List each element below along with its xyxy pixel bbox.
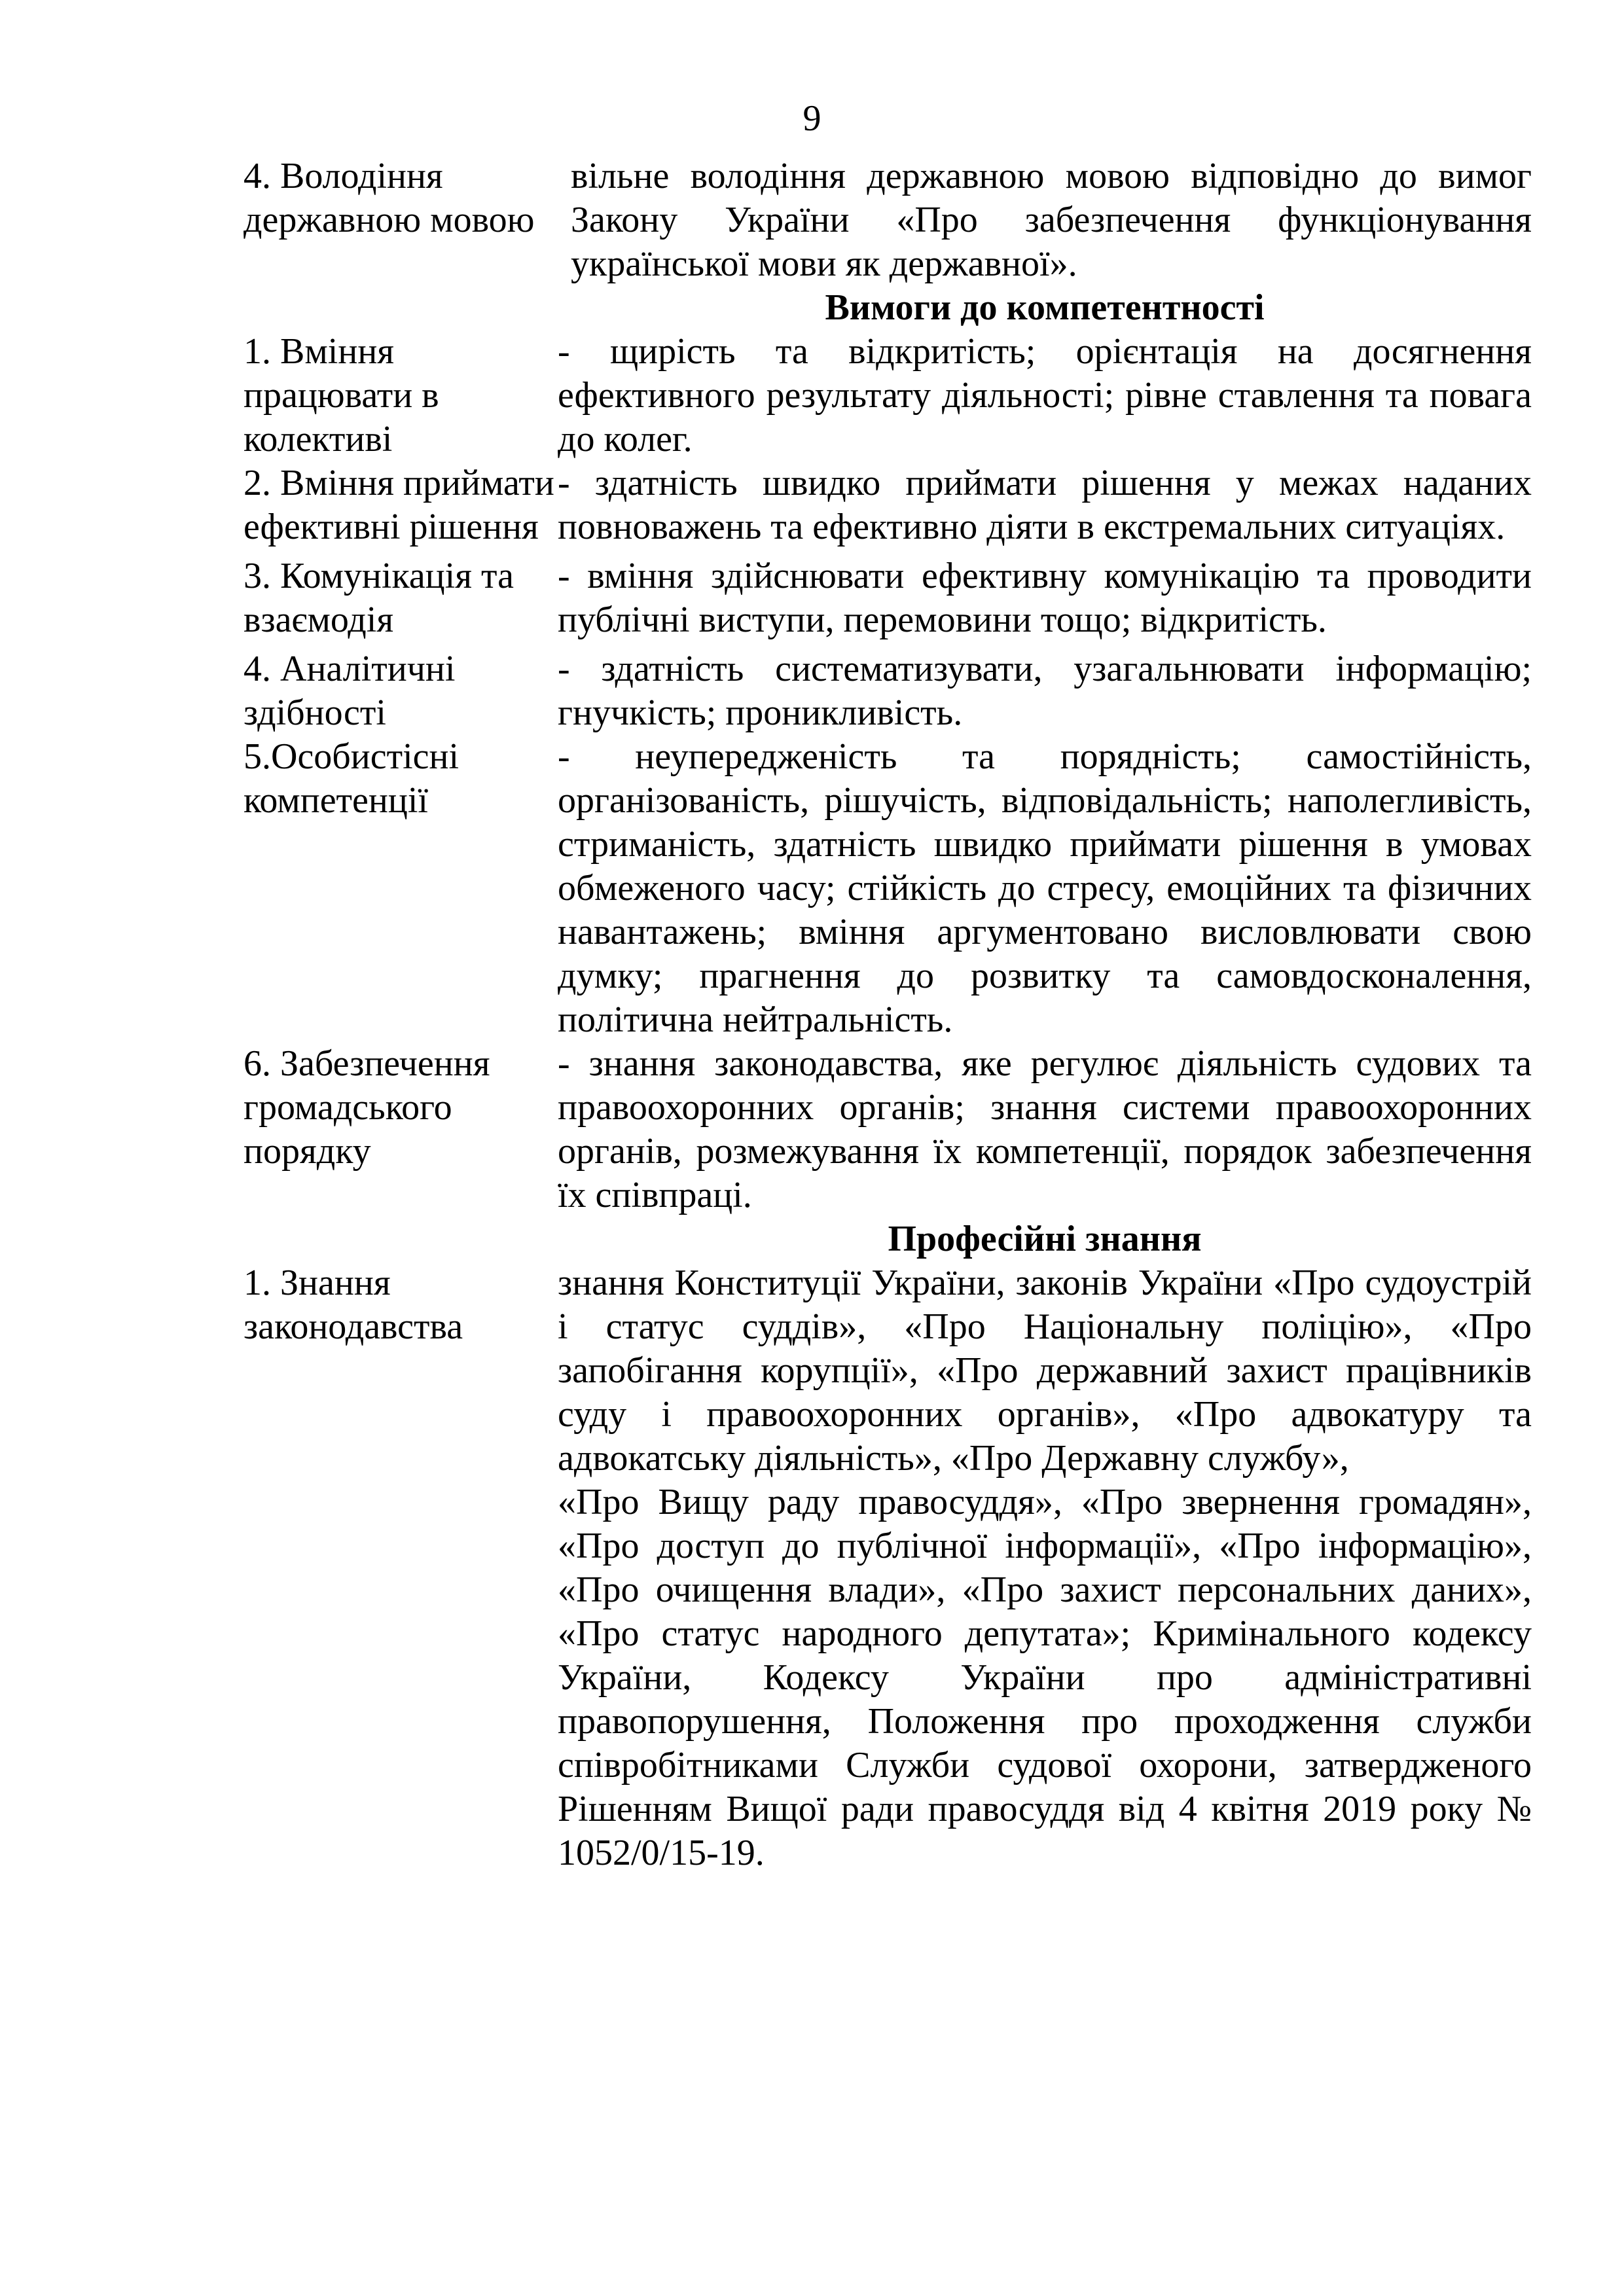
requirement-row-language bbox=[244, 154, 1532, 286]
competence-text: - неупередженість та порядність; самостійність, організованість, рішучість, відповідальність; наполегливість, стриманість, здатність швидко приймати рішення в умовах обмеженого часу; стійкість до стресу, емоційних та фізичних навантажень; вміння аргументовано висловлювати свою думку; прагнення до розвитку та самовдосконалення, політична нейтральність. bbox=[558, 736, 1532, 1040]
competence-label: 5.Особистісні компетенції bbox=[244, 736, 460, 821]
knowledge-paragraph: знання Конституції України, законів України «Про судоустрій і статус суддів», «Про Національну поліцію», «Про запобігання корупції», «Про державний захист працівників суду і правоохоронних органів», «Про адвокатуру та адвокатську діяльність», «Про Державну службу», bbox=[558, 1263, 1532, 1479]
knowledge-paragraph: «Про Вищу раду правосуддя», «Про звернення громадян», «Про доступ до публічної інформації», «Про інформацію», «Про очищення влади», «Про захист персональних даних», «Про статус народного депутата»; Кримінального кодексу України, Кодексу України про адміністративні правопорушення, Положення про проходження служби співробітниками Служби судової охорони, затвердженого Рішенням Вищої ради правосуддя від 4 квітня 2019 року № 1052/0/15-19. bbox=[558, 1482, 1532, 1873]
competence-text: - знання законодавства, яке регулює діяльність судових та правоохоронних органів; знання системи правоохоронних органів, розмежування їх компетенції, порядок забезпечення їх співпраці. bbox=[558, 1043, 1532, 1215]
competence-row bbox=[244, 554, 1532, 642]
section-heading-knowledge: Професійні знання bbox=[888, 1219, 1202, 1259]
competence-label: 4. Аналітичні здібності bbox=[244, 649, 456, 733]
knowledge-text bbox=[558, 1261, 1532, 1875]
competence-text: - вміння здійснювати ефективну комунікацію та проводити публічні виступи, перемовини тощо; відкритість. bbox=[558, 556, 1532, 640]
competence-row bbox=[244, 735, 1532, 1042]
competence-label: 1. Вміння працювати в колективі bbox=[244, 331, 439, 459]
competence-label: 6. Забезпечення громадського порядку bbox=[244, 1043, 490, 1172]
page-number: 9 bbox=[803, 98, 821, 139]
competence-text: - здатність швидко приймати рішення у межах наданих повноважень та ефективно діяти в екстремальних ситуаціях. bbox=[558, 463, 1532, 547]
knowledge-label: 1. Знання законодавства bbox=[244, 1263, 463, 1347]
document-body bbox=[244, 154, 1532, 1875]
competence-row bbox=[244, 330, 1532, 461]
knowledge-row bbox=[244, 1261, 1532, 1875]
competence-label: 2. Вміння приймати ефективні рішення bbox=[244, 463, 554, 547]
requirement-text: вільне володіння державною мовою відповідно до вимог Закону України «Про забезпечення функціонування української мови як державної». bbox=[571, 156, 1532, 284]
competence-row bbox=[244, 461, 1532, 549]
competence-row bbox=[244, 647, 1532, 735]
competence-text: - щирість та відкритість; орієнтація на досягнення ефективного результату діяльності; рівне ставлення та повага до колег. bbox=[558, 331, 1532, 459]
competence-text: - здатність систематизувати, узагальнювати інформацію; гнучкість; проникливість. bbox=[558, 649, 1532, 733]
requirement-label: 4. Володіння державною мовою bbox=[244, 156, 535, 240]
section-heading-competence: Вимоги до компетентності bbox=[825, 287, 1265, 328]
competence-label: 3. Комунікація та взаємодія bbox=[244, 556, 514, 640]
competence-row bbox=[244, 1042, 1532, 1217]
